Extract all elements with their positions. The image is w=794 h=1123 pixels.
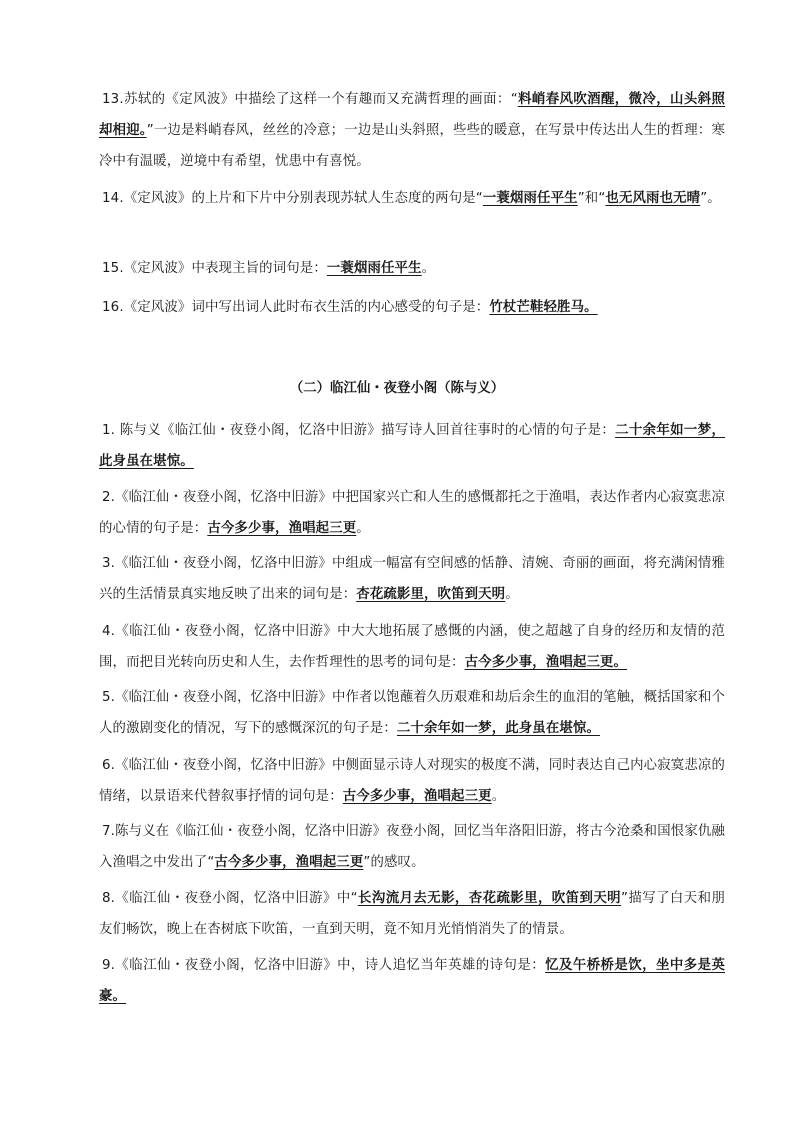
answer-text: 古今多少事，渔唱起三更 (214, 855, 364, 870)
question-text: ”和“ (577, 191, 606, 206)
question-text: ”描写了白天和朋友们畅饮，晚上在杏树底下吹笛，一直到天明，竟不知月光悄悄消失了的情景。 (99, 891, 725, 937)
answer-text: 古今多少事，渔唱起三更。 (464, 655, 628, 670)
question-b-8 (99, 883, 725, 945)
question-text: 4.《临江仙・夜登小阁，忆洛中旧游》中大大地拓展了感慨的内涵，使之超越了自身的经历和友情的范围，而把目光转向历史和人生，去作哲理性的思考的词句是： (99, 624, 725, 670)
question-text: 9.《临江仙・夜登小阁，忆洛中旧游》中，诗人追忆当年英雄的诗句是： (102, 958, 546, 973)
question-text: ”的感叹。 (363, 855, 425, 870)
question-text: 1. 陈与义《临江仙・夜登小阁，忆洛中旧游》描写诗人回首往事时的心情的句子是： (102, 423, 616, 438)
question-text: 。 (356, 521, 370, 536)
question-text: 15.《定风波》中表现主旨的词句是： (102, 261, 327, 276)
answer-text: 二十余年如一梦，此身虽在堪惊。 (396, 721, 601, 736)
question-b-3 (99, 548, 725, 610)
question-b-4 (99, 616, 725, 678)
question-text: 。 (421, 261, 436, 276)
question-text: ”一边是料峭春风，丝丝的冷意；一边是山头斜照，些些的暖意，在写景中传达出人生的哲理：寒冷中有温暖，逆境中有希望，忧患中有喜悦。 (99, 123, 725, 169)
question-text: 。 (491, 789, 506, 804)
question-text: ”。 (700, 191, 721, 206)
answer-text: 料峭春风吹酒醒，微冷，山头斜照却相迎。 (99, 92, 726, 138)
question-b-6 (99, 750, 725, 812)
question-b-9 (99, 950, 725, 1012)
answer-text: 一蓑烟雨任平生 (326, 261, 422, 276)
question-text: 3.《临江仙・夜登小阁，忆洛中旧游》中组成一幅富有空间感的恬静、清婉、奇丽的画面，将充满闲情雅兴的生活情景真实地反映了出来的词句是： (99, 556, 725, 602)
answer-text: 也无风雨也无晴 (605, 191, 701, 206)
question-b-7 (99, 816, 725, 878)
answer-text: 二十余年如一梦，此身虽在堪惊。 (99, 423, 725, 469)
answer-text: 忆及午桥桥是饮，坐中多是英豪。 (99, 958, 725, 1004)
question-text: 8.《临江仙・夜登小阁，忆洛中旧游》中“ (102, 891, 358, 906)
answer-text: 古今多少事，渔唱起三更 (207, 521, 357, 536)
answer-text: 一蓑烟雨任平生 (482, 191, 578, 206)
answer-text: 竹杖芒鞋轻胜马。 (489, 300, 598, 315)
question-text: 。 (505, 587, 519, 602)
question-b-5 (99, 682, 725, 744)
question-15 (99, 253, 725, 284)
question-16 (99, 292, 725, 323)
question-text: 2.《临江仙・夜登小阁，忆洛中旧游》中把国家兴亡和人生的感慨都托之于渔唱，表达作者内心寂寞悲凉的心情的句子是： (99, 490, 725, 536)
section-title: （二）临江仙・夜登小阁（陈与义） (289, 381, 505, 396)
question-b-1 (99, 415, 725, 477)
question-text: 7.陈与义在《临江仙・夜登小阁，忆洛中旧游》夜登小阁，回忆当年洛阳旧游，将古今沧桑和国恨家仇融入渔唱之中发出了“ (99, 824, 725, 870)
question-text: 13.苏轼的《定风波》中描绘了这样一个有趣而又充满哲理的画面：“ (102, 92, 518, 107)
answer-text: 古今多少事，渔唱起三更 (342, 789, 492, 804)
question-text: 5.《临江仙・夜登小阁，忆洛中旧游》中作者以饱蘸着久历艰难和劫后余生的血泪的笔触，概括国家和个人的激剧变化的情况，写下的感慨深沉的句子是： (99, 690, 725, 736)
question-text: 14.《定风波》的上片和下片中分别表现苏轼人生态度的两句是“ (102, 191, 483, 206)
question-b-2 (99, 482, 725, 544)
answer-text: 长沟流月去无影，杏花疏影里，吹笛到天明 (357, 891, 622, 906)
question-text: 6.《临江仙・夜登小阁，忆洛中旧游》中侧面显示诗人对现实的极度不满，同时表达自己内心寂寞悲凉的情绪，以景语来代替叙事抒情的词句是： (99, 758, 725, 804)
question-text: 16.《定风波》词中写出词人此时布衣生活的内心感受的句子是： (102, 300, 490, 315)
question-13 (99, 84, 725, 177)
question-14 (99, 183, 725, 214)
answer-text: 杏花疏影里，吹笛到天明 (356, 587, 506, 602)
